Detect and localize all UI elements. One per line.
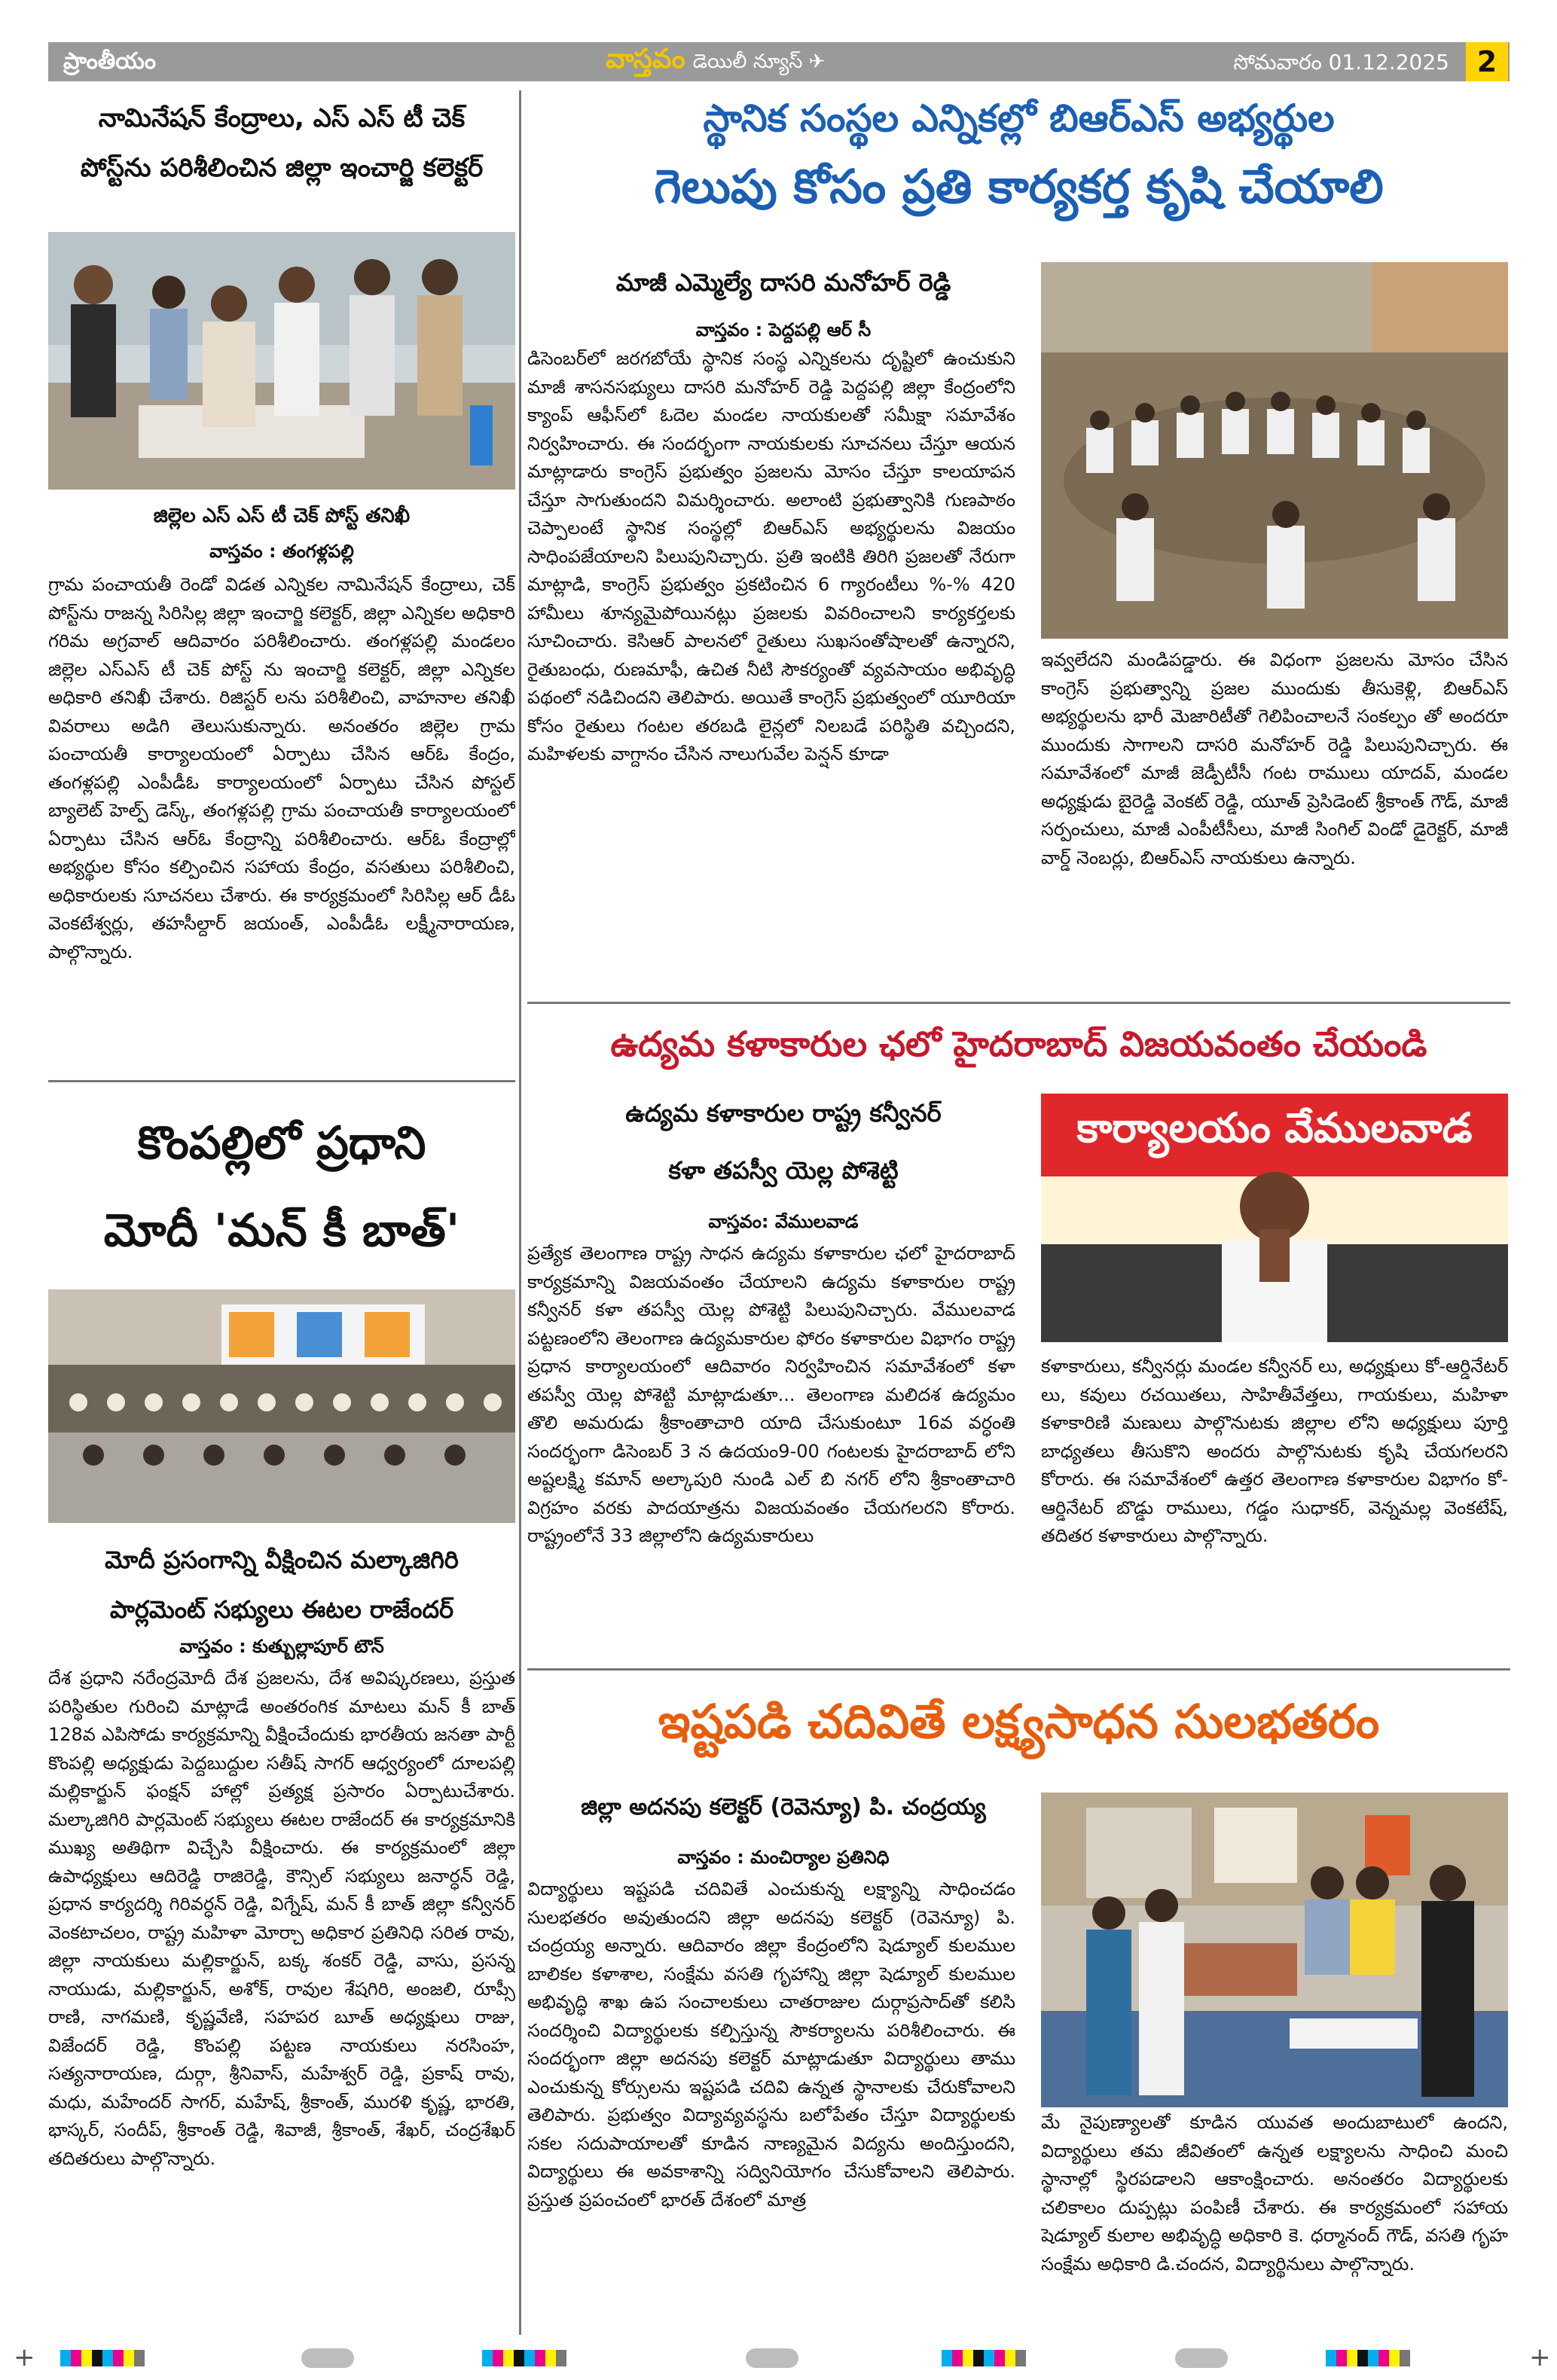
- story3-dateline: వాస్తవం : మంచిర్యాల ప్రతినిధి: [677, 1847, 890, 1868]
- story1-kicker: స్థానిక సంస్థల ఎన్నికల్లో బిఆర్ఎస్ అభ్యర్థుల: [703, 96, 1335, 140]
- story2-body-col1: ప్రత్యేక తెలంగాణ రాష్ట్ర సాధన ఉద్యమ కళాకారుల ఛలో హైదరాబాద్ కార్యక్రమాన్ని విజయవంతం చేయాలని ఉద్యమ కళాకారుల రాష్ట్ర కన్వీనర్ కళా తపస్వీ యెల్ల పోశెట్టి పిలుపునిచ్చారు. వేములవాడ పట్టణంలోని తెలంగాణ ఉద్యమకారుల ఫోరం కళాకారుల విభాగం రాష్ట్ర ప్రధాన కార్యాలయంలో ఆదివారం నిర్వహించిన సమావేశంలో కళా తపస్వీ యెల్ల పోశెట్టి మాట్లాడుతూ... తెలంగాణ మలిదశ ఉద్యమం తొలి అమరుడు శ్రీకాంతాచారి యాది చేసుకుంటూ 16వ వర్ధంతి సందర్భంగా డిసెంబర్ 3 న ఉదయం9-00 గంటలకు హైదరాబాద్ లోని అష్టలక్ష్మి కమాన్ అల్కాపురి నుండి ఎల్ బి నగర్ లోని శ్రీకాంతాచారి విగ్రహం వరకు పాదయాత్రను విజయవంతం చేయగలరని కోరారు. రాష్ట్రంలోనే 33 జిల్లాలోని ఉద్యమకారులు: [527, 1243, 1015, 1546]
- left-bottom-subhead-line2: పార్లమెంట్ సభ్యులు ఈటల రాజేందర్: [109, 1595, 454, 1624]
- photo-blanket-distribution: [1041, 1793, 1508, 2107]
- page-number: 2: [1466, 42, 1508, 81]
- masthead-subtitle: డెయిలీ న్యూస్: [692, 50, 803, 73]
- story3-body-col2: మే నైపుణ్యాలతో కూడిన యువత అందుబాటులో ఉందని, విద్యార్థులు తమ జీవితంలో ఉన్నత లక్ష్యాలను సాధించి మంచి స్థానాల్లో స్థిరపడాలని ఆకాంక్షించారు. అనంతరం విద్యార్థులకు చలికాలం దుప్పట్లు పంపిణీ చేశారు. ఈ కార్యక్రమంలో సహాయ షెడ్యూల్ కులాల అభివృద్ధి అధికారి కె. ధర్మానంద్ గౌడ్, వసతి గృహ సంక్షేమ అధికారి డి.చందన, విద్యార్థినులు పాల్గొన్నారు.: [1041, 2112, 1508, 2275]
- masthead: [606, 44, 825, 81]
- registration-mark-left: +: [14, 2342, 35, 2372]
- story2-photo-banner: కార్యాలయం వేములవాడ: [1076, 1104, 1473, 1152]
- story1-body-col1: డిసెంబర్‌లో జరగబోయే స్థానిక సంస్థ ఎన్నికలను దృష్టిలో ఉంచుకుని మాజీ శాసనసభ్యులు దాసరి మనోహర్ రెడ్డి పెద్దపల్లి జిల్లా కేంద్రంలోని క్యాంప్ ఆఫీస్‌లో ఓదెల మండల నాయకులతో సమీక్షా సమావేశం నిర్వహించారు. ఈ సందర్భంగా నాయకులకు సూచనలు చేస్తూ ఆయన మాట్లాడారు కాంగ్రెస్ ప్రభుత్వం ప్రజలను మోసం చేస్తూ కాలయాపన చేస్తూ సాగుతుందని విమర్శించారు. అలాంటి ప్రభుత్వానికి గుణపాఠం చెప్పాలంటే స్థానిక సంస్థల్లో బిఆర్ఎస్ అభ్యర్థులను విజయం సాధింపజేయాలని పిలుపునిచ్చారు. ప్రతి ఇంటికి తిరిగి ప్రజలతో నేరుగా మాట్లాడి, కాంగ్రెస్ ప్రభుత్వం ప్రకటించిన 6 గ్యారంటీలు %-% 420 హామీలు శూన్యమైపోయినట్లు ప్రజలకు వివరించాలని కార్యకర్తలకు సూచించారు. కెసిఆర్ పాలనలో రైతులు సుఖసంతోషాలతో ఉన్నారని, రైతుబంధు, రుణమాఫీ, ఉచిత నీటి సౌకర్యంతో వ్యవసాయం అభివృద్ధి పథంలో నడిచిందని తెలిపారు. అయితే కాంగ్రెస్ ప్రభుత్వంలో యూరియా కోసం రైతులు గంటల తరబడి లైన్లలో నిలబడే పరిస్థితి వచ్చిందని, మహిళలకు వాగ్దానం చేసిన నాలుగువేల పెన్షన్ కూడా: [527, 348, 1015, 764]
- story1-subhead: మాజీ ఎమ్మెల్యే దాసరి మనోహర్ రెడ్డి: [615, 268, 951, 297]
- left-top-headline-line2: పోస్ట్‌ను పరిశీలించిన జిల్లా ఇంచార్జి కలెక్టర్: [80, 153, 484, 183]
- story1-photo: [1041, 262, 1508, 639]
- gray-pill-3: [1175, 2348, 1228, 2368]
- left-mid-headline: [48, 1100, 515, 1274]
- story3-headline: ఇష్టపడి చదివితే లక్ష్యసాధన సులభతరం: [658, 1694, 1380, 1749]
- left-top-dateline: వాస్తవం : తంగళ్లపల్లి: [209, 541, 354, 562]
- color-bar-3: [942, 2350, 1026, 2366]
- story2-body-col2: కళాకారులు, కన్వీనర్లు మండల కన్వీనర్ లు, అధ్యక్షులు కో-ఆర్డినేటర్ లు, కవులు రచయితలు, సాహితీవేత్తలు, గాయకులు, మహిళా కళాకారిణి మణులు పాల్గొనుటకు జిల్లాల లోని అధ్యక్షులు పూర్తి బాధ్యతలు తీసుకొని అందరు పాల్గొనుటకు కృషి చేయగలరని కోరారు. ఈ సమావేశంలో ఉత్తర తెలంగాణ కళాకారుల విభాగం కో-ఆర్డినేటర్ బొడ్డు రాములు, గడ్డం సుధాకర్, వెన్నమల్ల వెంకటేష్, తదితర కళాకారులు పాల్గొన్నారు.: [1041, 1356, 1508, 1546]
- color-bar-2: [482, 2350, 566, 2366]
- left-top-headline: [48, 93, 515, 193]
- photo-brs-meeting: [1041, 262, 1508, 639]
- left-top-photo-caption: జిల్లెల ఎస్ ఎస్ టీ చెక్ పోస్ట్ తనిఖీ: [153, 505, 411, 527]
- left-top-photo: [48, 232, 515, 490]
- left-mid-headline-line2: మోదీ 'మన్ కీ బాత్': [103, 1204, 460, 1257]
- story2-dateline: వాస్తవం: వేములవాడ: [708, 1211, 859, 1232]
- story-divider-1: [527, 1002, 1510, 1004]
- issue-date: సోమవారం 01.12.2025: [1233, 50, 1449, 75]
- left-top-body: గ్రామ పంచాయతీ రెండో విడత ఎన్నికల నామినేషన్ కేంద్రాలు, చెక్ పోస్ట్‌ను రాజన్న సిరిసిల్ల జిల్లా ఇంచార్జి కలెక్టర్, జిల్లా ఎన్నికల అధికారి గరిమ అగ్రవాల్ ఆదివారం పరిశీలించారు. తంగళ్లపల్లి మండలం జిల్లెల ఎస్ఎస్ టీ చెక్ పోస్ట్ ను ఇంచార్జి కలెక్టర్, జిల్లా ఎన్నికల అధికారి తనిఖీ చేశారు. రిజిస్టర్ లను పరిశీలించి, వాహనాల తనిఖీ వివరాలు అడిగి తెలుసుకున్నారు. అనంతరం జిల్లెల గ్రామ పంచాయతీ కార్యాలయంలో ఏర్పాటు చేసిన ఆర్‌ఓ కేంద్రం, తంగళ్లపల్లి ఎంపీడీఓ కార్యాలయంలో ఏర్పాటు చేసిన పోస్టల్ బ్యాలెట్ హెల్ప్ డెస్క్, తంగళ్లపల్లి గ్రామ పంచాయతీ కార్యాలయంలో ఏర్పాటు చేసిన ఆర్‌ఓ కేంద్రాన్ని పరిశీలించారు. ఆర్‌ఓ కేంద్రాల్లో అభ్యర్థుల కోసం కల్పించిన సహాయ కేంద్రం, వసతులు పరిశీలించి, అధికారులకు సూచనలు చేశారు. ఈ కార్యక్రమంలో సిరిసిల్ల ఆర్ డీఓ వెంకటేశ్వర్లు, తహసీల్దార్ జయంత్, ఎంపీడీఓ లక్ష్మీనారాయణ, పాల్గొన్నారు.: [48, 574, 515, 963]
- color-bar-4: [1326, 2350, 1410, 2366]
- story1-headline: గెలుపు కోసం ప్రతి కార్యకర్త కృషి చేయాలి: [654, 159, 1384, 214]
- masthead-title: వాస్తవం: [606, 44, 685, 75]
- story2-headline: ఉద్యమ కళాకారుల ఛలో హైదరాబాద్ విజయవంతం చేయండి: [610, 1024, 1427, 1064]
- section-label: ప్రాంతీయం: [63, 48, 157, 75]
- story2-subhead-line1: ఉద్యమ కళాకారుల రాష్ట్ర కన్వీనర్: [625, 1099, 942, 1127]
- story2-subhead-line2: కళా తపస్వీ యెల్ల పోశెట్టి: [668, 1156, 899, 1185]
- gray-pill-1: [301, 2348, 354, 2368]
- story-divider-2: [527, 1668, 1510, 1671]
- column-divider-left: [519, 90, 521, 2335]
- left-bottom-subhead: [48, 1535, 515, 1634]
- left-bottom-body: దేశ ప్రధాని నరేంద్రమోదీ దేశ ప్రజలను, దేశ అవిష్కరణలు, ప్రస్తుత పరిస్థితుల గురించి మాట్లాడే అంతరంగిక మాటలు మన్ కీ బాత్ 128వ ఎపిసోడు కార్యక్రమాన్ని వీక్షించేందుకు భారతీయ జనతా పార్టీ కొంపల్లి అధ్యక్షుడు పెద్దబుద్దుల సతీష్ సాగర్ ఆధ్వర్యంలో దూలపల్లి మల్లికార్జున్ ఫంక్షన్ హాల్లో ప్రత్యక్ష ప్రసారం ఏర్పాటుచేశారు. మల్కాజిగిరి పార్లమెంట్ సభ్యులు ఈటల రాజేందర్ ఈ కార్యక్రమానికి ముఖ్య అతిథిగా విచ్చేసి వీక్షించారు. ఈ కార్యక్రమంలో జిల్లా ఉపాధ్యక్షులు ఆదిరెడ్డి రాజిరెడ్డి, కౌన్సిల్ సభ్యులు జనార్ధన్ రెడ్డి, ప్రధాన కార్యదర్శి గిరివర్ధన్ రెడ్డి, విగ్నేష్, మన్ కీ బాత్ జిల్లా కన్వీనర్ వెంకటాచలం, రాష్ట్ర మహిళా మోర్చా అధికార ప్రతినిధి సరిత రావు, జిల్లా నాయకులు మల్లికార్జున్, బక్క శంకర్ రెడ్డి, వాసు, ప్రసన్న నాయుడు, మల్లికార్జున్, అశోక్, రావుల శేషగిరి, అంజలి, రూప్సీ రాణి, నాగమణి, కృష్ణవేణి, సహపర బూత్ అధ్యక్షులు రాజు, విజేందర్ రెడ్డి, కొంపల్లి పట్టణ నాయకులు నరసింహ, సత్యనారాయణ, దుర్గా, శ్రీనివాస్, మహేశ్వర్ రెడ్డి, ప్రకాష్ రావు, మధు, మహేందర్ సాగర్, మహేష్, శ్రీకాంత్, మురళి కృష్ణ, భారతి, భాస్కర్, సందీప్, శ్రీకాంత్ రెడ్డి, శివాజీ, శ్రీకాంత్, శేఖర్, చంద్రశేఖర్ తదితరులు పాల్గొన్నారు.: [48, 1668, 515, 2169]
- story2-photo: [1041, 1094, 1508, 1342]
- story1-dateline: వాస్తవం : పెద్దపల్లి ఆర్ సీ: [695, 319, 872, 340]
- photo-officials-inspection: [48, 232, 515, 490]
- registration-mark-right: +: [1529, 2342, 1551, 2372]
- story3-photo: [1041, 1793, 1508, 2107]
- story3-body-col1: విద్యార్థులు ఇష్టపడి చదివితే ఎంచుకున్న లక్ష్యాన్ని సాధించడం సులభతరం అవుతుందని జిల్లా అదనపు కలెక్టర్ (రెవెన్యూ) పి. చంద్రయ్య అన్నారు. ఆదివారం జిల్లా కేంద్రంలోని షెడ్యూల్ కులముల బాలికల కళాశాల, సంక్షేమ వసతి గృహాన్ని జిల్లా షెడ్యూల్ కులముల అభివృద్ధి శాఖ ఉప సంచాలకులు చాతరాజుల దుర్గాప్రసాద్‌తో కలిసి సందర్శించి విద్యార్థులకు కల్పిస్తున్న సౌకర్యాలను పరిశీలించారు. ఈ సందర్భంగా జిల్లా అదనపు కలెక్టర్ మాట్లాడుతూ విద్యార్థులు తాము ఎంచుకున్న కోర్సులను ఇష్టపడి చదివి ఉన్నత స్థానాలకు చేరుకోవాలని తెలిపారు. ప్రభుత్వం విద్యావ్యవస్థను బలోపేతం చేస్తూ విద్యార్థులకు సకల సదుపాయాలతో కూడిన నాణ్యమైన విద్యను అందిస్తుందని, విద్యార్థులు ఈ అవకాశాన్ని సద్వినియోగం చేసుకోవాలని తెలిపారు. ప్రస్తుత ప్రపంచంలో భారత్ దేశంలో మాత్ర: [527, 1878, 1015, 2211]
- page-header: [48, 42, 1510, 81]
- left-divider-1: [48, 1080, 515, 1082]
- left-bottom-dateline: వాస్తవం : కుత్బుల్లాపూర్ టౌన్: [179, 1636, 384, 1657]
- gray-pill-2: [746, 2348, 798, 2368]
- bird-icon: ✈: [808, 50, 826, 73]
- left-bottom-subhead-line1: మోదీ ప్రసంగాన్ని వీక్షించిన మల్కాజిగిరి: [105, 1545, 459, 1574]
- story2-subhead: [527, 1085, 1040, 1199]
- left-mid-photo: [48, 1289, 515, 1523]
- story3-subhead: జిల్లా అదనపు కలెక్టర్ (రెవెన్యూ) పి. చంద్రయ్య: [581, 1794, 986, 1820]
- left-top-headline-line1: నామినేషన్ కేంద్రాలు, ఎస్ ఎస్ టీ చెక్: [98, 103, 466, 133]
- color-bar-1: [60, 2350, 145, 2366]
- left-mid-headline-line1: కొంపల్లిలో ప్రధాని: [137, 1117, 426, 1170]
- story1-body-col2: ఇవ్వలేదని మండిపడ్డారు. ఈ విధంగా ప్రజలను మోసం చేసిన కాంగ్రెస్ ప్రభుత్వాన్ని ప్రజల ముందుకు తీసుకెళ్లి, బిఆర్ఎస్ అభ్యర్థులను భారీ మెజారిటీతో గెలిపించాలనే సంకల్పం తో అందరూ ముందుకు సాగాలని దాసరి మనోహర్ రెడ్డి పిలుపునిచ్చారు. ఈ సమావేశంలో మాజీ జెడ్పీటీసీ గంట రాములు యాదవ్, మండల అధ్యక్షుడు బైరెడ్డి వెంకట్ రెడ్డి, యూత్ ప్రెసిడెంట్ శ్రీకాంత్ గౌడ్, మాజీ సర్పంచులు, మాజీ ఎంపీటీసీలు, మాజీ సింగిల్ విండో డైరెక్టర్, మాజీ వార్డ్ నెంబర్లు, బిఆర్ఎస్ నాయకులు ఉన్నారు.: [1041, 649, 1508, 868]
- photo-mann-ki-baat-audience: [48, 1289, 515, 1523]
